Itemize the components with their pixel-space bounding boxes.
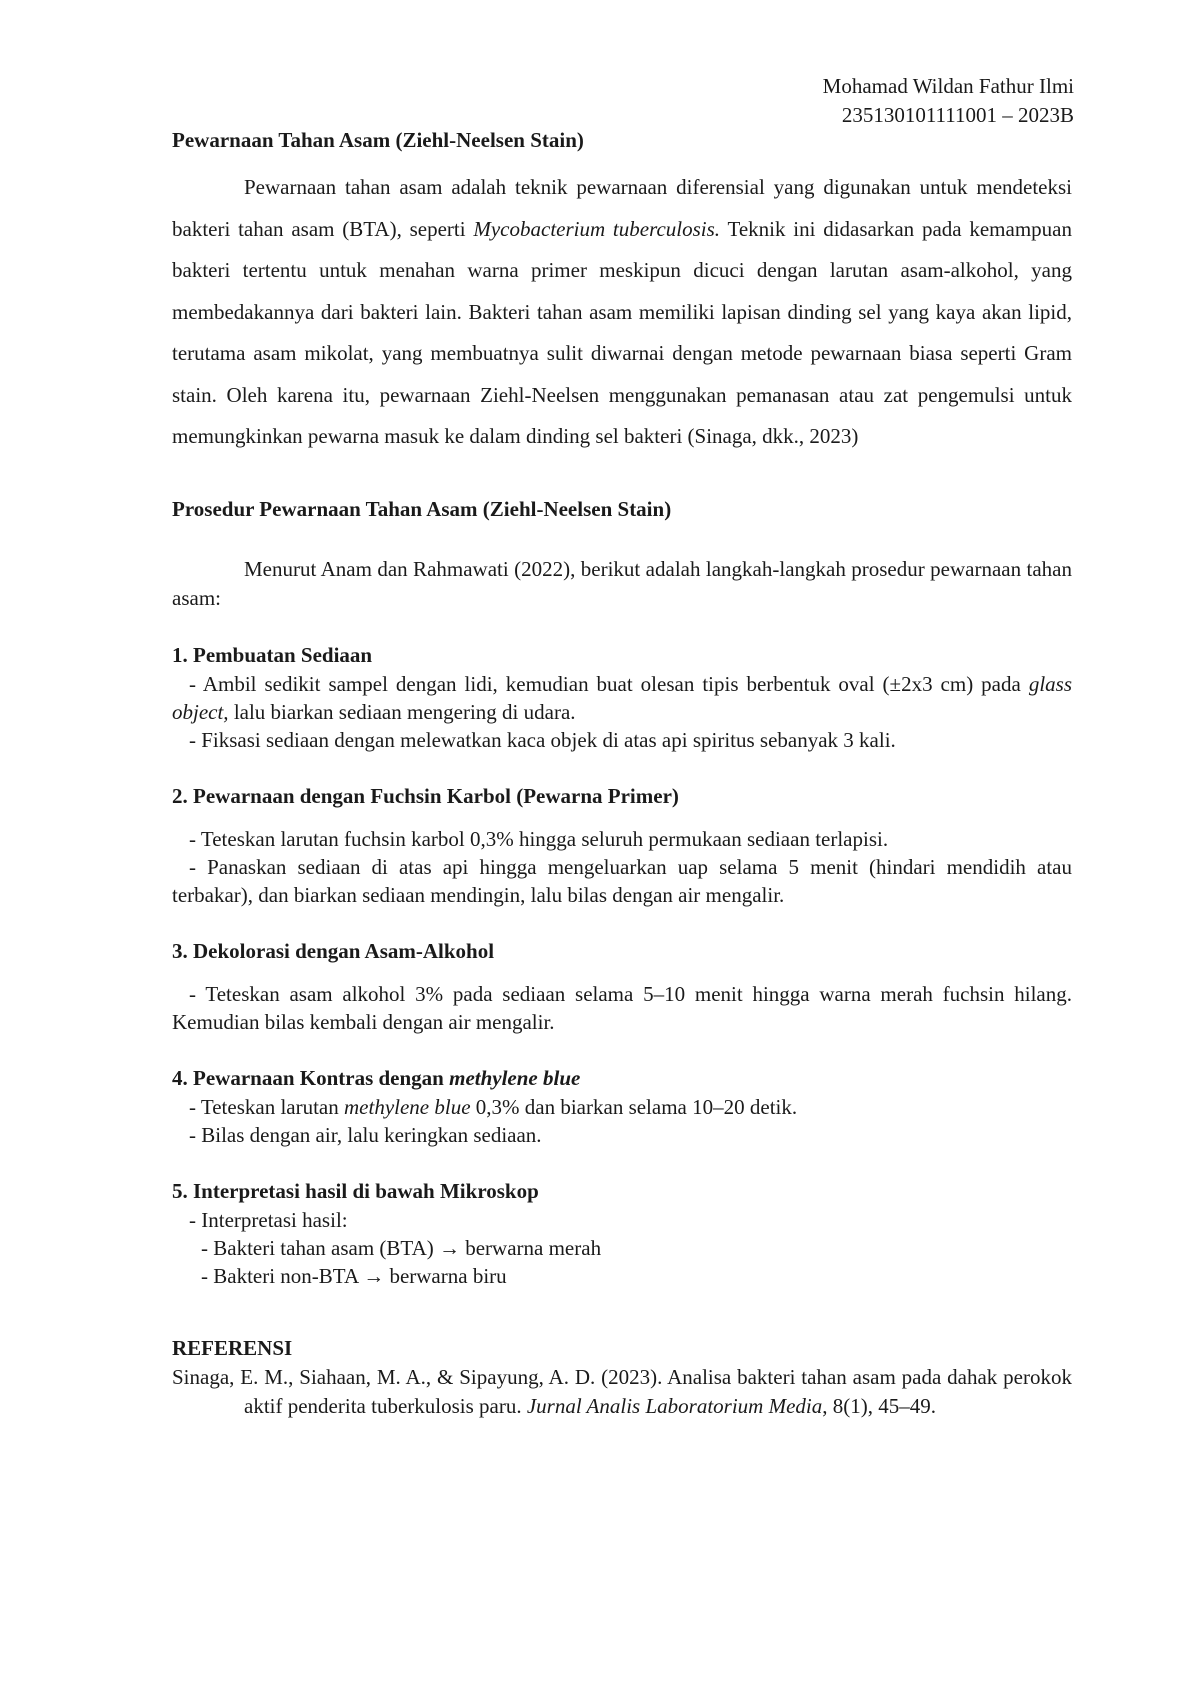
- step-4-line-1: [172, 1093, 1072, 1121]
- reference-journal: Jurnal Analis Laboratorium Media: [526, 1393, 823, 1418]
- reference-item: [172, 1363, 1072, 1421]
- references-section: [172, 1334, 1072, 1421]
- procedure-intro: Menurut Anam dan Rahmawati (2022), berikut adalah langkah-langkah prosedur pewarnaan tahan asam:: [172, 556, 1072, 610]
- intro-text-b: Teknik ini didasarkan pada kemampuan bakteri tertentu untuk menahan warna primer meskipun dicuci dengan larutan asam-alkohol, yang membedakannya dari bakteri lain. Bakteri tahan asam memiliki lapisan dinding sel yang kaya akan lipid, terutama asam mikolat, yang membuatnya sulit diwarnai dengan metode pewarnaan biasa seperti Gram stain. Oleh karena itu, pewarnaan Ziehl-Neelsen menggunakan pemanasan atau zat pengemulsi untuk memungkinkan pewarna masuk ke dalam dinding sel bakteri (Sinaga, dkk., 2023): [172, 216, 1072, 448]
- references-title: REFERENSI: [172, 1335, 293, 1360]
- student-id: 235130101111001 – 2023B: [841, 103, 1074, 127]
- step-4-line-2: - Bilas dengan air, lalu keringkan sediaan.: [189, 1122, 542, 1147]
- step-2-line-2: - Panaskan sediaan di atas api hingga mengeluarkan uap selama 5 menit (hindari mendidih atau terbakar), dan biarkan sediaan mendingin, lalu bilas dengan air mengalir.: [172, 854, 1072, 907]
- step-2: [172, 782, 1072, 909]
- reference-text-b: , 8(1), 45–49.: [822, 1393, 936, 1418]
- step-4-title-italic: methylene blue: [449, 1065, 581, 1090]
- step-5-line-3: - Bakteri non-BTA → berwarna biru: [201, 1263, 507, 1288]
- step-1-title: 1. Pembuatan Sediaan: [172, 642, 373, 667]
- section-title-pewarnaan: Pewarnaan Tahan Asam (Ziehl-Neelsen Stain): [172, 128, 584, 152]
- step-1-line-1-a: - Ambil sedikit sampel dengan lidi, kemudian buat olesan tipis berbentuk oval (±2x3 cm) pada: [189, 671, 1029, 696]
- step-5-line-1: - Interpretasi hasil:: [189, 1207, 348, 1232]
- step-4: [172, 1064, 1072, 1149]
- intro-paragraph: [172, 167, 1072, 458]
- step-1-line-1: [172, 670, 1072, 726]
- step-5: [172, 1177, 1072, 1290]
- step-4-line-1-italic: methylene blue: [344, 1094, 471, 1119]
- document-header: [823, 72, 1074, 130]
- step-4-title: [172, 1064, 1072, 1093]
- step-3: [172, 937, 1072, 1036]
- step-5-title: 5. Interpretasi hasil di bawah Mikroskop: [172, 1178, 539, 1203]
- section-title-prosedur: Prosedur Pewarnaan Tahan Asam (Ziehl-Neelsen Stain): [172, 496, 672, 521]
- document-body: [172, 126, 1072, 1421]
- step-5-list: [172, 1206, 1072, 1290]
- step-1-line-2: - Fiksasi sediaan dengan melewatkan kaca objek di atas api spiritus sebanyak 3 kali.: [189, 727, 896, 752]
- step-3-line-1: - Teteskan asam alkohol 3% pada sediaan selama 5–10 menit hingga warna merah fuchsin hilang. Kemudian bilas kembali dengan air mengalir.: [172, 981, 1072, 1034]
- intro-text-a: Pewarnaan tahan asam adalah teknik pewarnaan diferensial yang digunakan untuk mendeteksi bakteri tahan asam (BTA), seperti: [172, 175, 1072, 241]
- step-1-line-1-italic: glass object,: [172, 671, 1072, 724]
- step-3-title: 3. Dekolorasi dengan Asam-Alkohol: [172, 938, 495, 963]
- author-name: Mohamad Wildan Fathur Ilmi: [822, 74, 1074, 98]
- step-1-line-1-b: lalu biarkan sediaan mengering di udara.: [228, 699, 576, 724]
- reference-text-a: Sinaga, E. M., Siahaan, M. A., & Sipayung, A. D. (2023). Analisa bakteri tahan asam pada dahak perokok aktif penderita tuberkulosis paru.: [172, 1364, 1072, 1418]
- step-4-title-a: 4. Pewarnaan Kontras dengan: [172, 1065, 450, 1090]
- intro-text-species: Mycobacterium tuberculosis.: [473, 216, 721, 241]
- step-2-title: 2. Pewarnaan dengan Fuchsin Karbol (Pewarna Primer): [172, 783, 679, 808]
- step-5-line-2: - Bakteri tahan asam (BTA) → berwarna merah: [201, 1235, 602, 1260]
- step-4-line-1-a: - Teteskan larutan: [189, 1094, 344, 1119]
- step-4-line-1-b: 0,3% dan biarkan selama 10–20 detik.: [470, 1094, 798, 1119]
- step-2-line-1: - Teteskan larutan fuchsin karbol 0,3% hingga seluruh permukaan sediaan terlapisi.: [189, 826, 889, 851]
- step-1: [172, 641, 1072, 754]
